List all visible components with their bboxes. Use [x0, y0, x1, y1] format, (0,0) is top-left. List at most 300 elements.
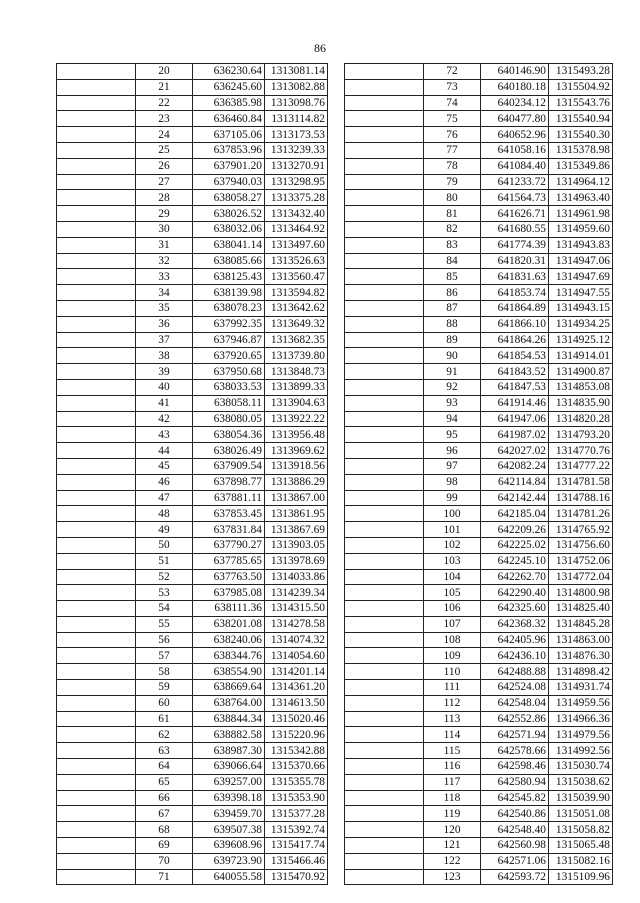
- table-row: [57, 253, 328, 269]
- x-coordinate-cell: 642225.02: [481, 537, 549, 553]
- x-coordinate-cell: 642405.96: [481, 632, 549, 648]
- blank-cell: [345, 838, 424, 854]
- y-coordinate-cell: 1315038.62: [549, 774, 613, 790]
- blank-cell: [345, 111, 424, 127]
- table-row: [345, 537, 613, 553]
- point-number-cell: 116: [424, 759, 481, 775]
- blank-cell: [57, 269, 136, 285]
- point-number-cell: 65: [136, 774, 193, 790]
- x-coordinate-cell: 642548.04: [481, 695, 549, 711]
- blank-cell: [57, 300, 136, 316]
- table-row: [345, 111, 613, 127]
- table-row: [345, 506, 613, 522]
- table-row: [345, 711, 613, 727]
- point-number-cell: 49: [136, 522, 193, 538]
- x-coordinate-cell: 641680.55: [481, 221, 549, 237]
- point-number-cell: 53: [136, 585, 193, 601]
- point-number-cell: 113: [424, 711, 481, 727]
- table-row: [57, 332, 328, 348]
- blank-cell: [345, 743, 424, 759]
- table-row: [345, 427, 613, 443]
- x-coordinate-cell: 641854.53: [481, 348, 549, 364]
- y-coordinate-cell: 1313173.53: [265, 127, 328, 143]
- blank-cell: [345, 537, 424, 553]
- point-number-cell: 100: [424, 506, 481, 522]
- blank-cell: [345, 680, 424, 696]
- blank-cell: [57, 316, 136, 332]
- x-coordinate-cell: 637909.54: [193, 458, 265, 474]
- table-row: [345, 348, 613, 364]
- blank-cell: [345, 190, 424, 206]
- blank-cell: [345, 790, 424, 806]
- x-coordinate-cell: 638032.06: [193, 221, 265, 237]
- x-coordinate-cell: 637920.65: [193, 348, 265, 364]
- x-coordinate-cell: 640234.12: [481, 95, 549, 111]
- blank-cell: [57, 458, 136, 474]
- table-row: [57, 522, 328, 538]
- point-number-cell: 94: [424, 411, 481, 427]
- table-row: [57, 759, 328, 775]
- table-row: [57, 64, 328, 80]
- blank-cell: [57, 853, 136, 869]
- y-coordinate-cell: 1314315.50: [265, 601, 328, 617]
- point-number-cell: 30: [136, 221, 193, 237]
- point-number-cell: 33: [136, 269, 193, 285]
- x-coordinate-cell: 642580.94: [481, 774, 549, 790]
- table-row: [57, 458, 328, 474]
- point-number-cell: 80: [424, 190, 481, 206]
- point-number-cell: 87: [424, 300, 481, 316]
- y-coordinate-cell: 1314931.74: [549, 680, 613, 696]
- x-coordinate-cell: 637785.65: [193, 553, 265, 569]
- point-number-cell: 74: [424, 95, 481, 111]
- y-coordinate-cell: 1314943.15: [549, 300, 613, 316]
- point-number-cell: 70: [136, 853, 193, 869]
- table-row: [345, 790, 613, 806]
- y-coordinate-cell: 1313239.33: [265, 142, 328, 158]
- table-row: [345, 364, 613, 380]
- y-coordinate-cell: 1313594.82: [265, 285, 328, 301]
- table-row: [57, 806, 328, 822]
- x-coordinate-cell: 641820.31: [481, 253, 549, 269]
- blank-cell: [57, 490, 136, 506]
- blank-cell: [57, 158, 136, 174]
- y-coordinate-cell: 1314934.25: [549, 316, 613, 332]
- point-number-cell: 112: [424, 695, 481, 711]
- blank-cell: [345, 348, 424, 364]
- table-row: [57, 411, 328, 427]
- x-coordinate-cell: 642142.44: [481, 490, 549, 506]
- y-coordinate-cell: 1313918.56: [265, 458, 328, 474]
- blank-cell: [345, 174, 424, 190]
- point-number-cell: 58: [136, 664, 193, 680]
- blank-cell: [345, 458, 424, 474]
- point-number-cell: 63: [136, 743, 193, 759]
- y-coordinate-cell: 1315058.82: [549, 822, 613, 838]
- x-coordinate-cell: 641866.10: [481, 316, 549, 332]
- y-coordinate-cell: 1314825.40: [549, 601, 613, 617]
- table-row: [345, 569, 613, 585]
- point-number-cell: 26: [136, 158, 193, 174]
- point-number-cell: 48: [136, 506, 193, 522]
- point-number-cell: 88: [424, 316, 481, 332]
- point-number-cell: 85: [424, 269, 481, 285]
- blank-cell: [345, 632, 424, 648]
- y-coordinate-cell: 1314781.58: [549, 474, 613, 490]
- y-coordinate-cell: 1314788.16: [549, 490, 613, 506]
- table-row: [345, 585, 613, 601]
- x-coordinate-cell: 638987.30: [193, 743, 265, 759]
- y-coordinate-cell: 1315039.90: [549, 790, 613, 806]
- x-coordinate-cell: 642560.98: [481, 838, 549, 854]
- x-coordinate-cell: 639723.90: [193, 853, 265, 869]
- blank-cell: [345, 822, 424, 838]
- x-coordinate-cell: 637853.45: [193, 506, 265, 522]
- y-coordinate-cell: 1315353.90: [265, 790, 328, 806]
- blank-cell: [57, 427, 136, 443]
- y-coordinate-cell: 1313464.92: [265, 221, 328, 237]
- y-coordinate-cell: 1315349.86: [549, 158, 613, 174]
- point-number-cell: 42: [136, 411, 193, 427]
- blank-cell: [345, 142, 424, 158]
- y-coordinate-cell: 1313978.69: [265, 553, 328, 569]
- blank-cell: [345, 221, 424, 237]
- blank-cell: [345, 395, 424, 411]
- y-coordinate-cell: 1314947.06: [549, 253, 613, 269]
- x-coordinate-cell: 640180.18: [481, 79, 549, 95]
- point-number-cell: 76: [424, 127, 481, 143]
- x-coordinate-cell: 637831.84: [193, 522, 265, 538]
- y-coordinate-cell: 1315030.74: [549, 759, 613, 775]
- x-coordinate-cell: 637950.68: [193, 364, 265, 380]
- table-row: [345, 332, 613, 348]
- table-row: [345, 474, 613, 490]
- x-coordinate-cell: 641864.89: [481, 300, 549, 316]
- point-number-cell: 92: [424, 379, 481, 395]
- blank-cell: [345, 300, 424, 316]
- point-number-cell: 77: [424, 142, 481, 158]
- point-number-cell: 62: [136, 727, 193, 743]
- y-coordinate-cell: 1314876.30: [549, 648, 613, 664]
- x-coordinate-cell: 640477.80: [481, 111, 549, 127]
- blank-cell: [345, 553, 424, 569]
- point-number-cell: 102: [424, 537, 481, 553]
- blank-cell: [345, 569, 424, 585]
- table-row: [57, 300, 328, 316]
- x-coordinate-cell: 638844.34: [193, 711, 265, 727]
- blank-cell: [345, 237, 424, 253]
- y-coordinate-cell: 1314278.58: [265, 616, 328, 632]
- x-coordinate-cell: 637853.96: [193, 142, 265, 158]
- y-coordinate-cell: 1313298.95: [265, 174, 328, 190]
- point-number-cell: 90: [424, 348, 481, 364]
- table-row: [345, 190, 613, 206]
- table-row: [345, 127, 613, 143]
- x-coordinate-cell: 641774.39: [481, 237, 549, 253]
- table-row: [57, 506, 328, 522]
- y-coordinate-cell: 1313956.48: [265, 427, 328, 443]
- point-number-cell: 38: [136, 348, 193, 364]
- point-number-cell: 96: [424, 443, 481, 459]
- table-row: [57, 285, 328, 301]
- x-coordinate-cell: 636460.84: [193, 111, 265, 127]
- y-coordinate-cell: 1313867.00: [265, 490, 328, 506]
- point-number-cell: 52: [136, 569, 193, 585]
- table-row: [57, 190, 328, 206]
- table-row: [57, 364, 328, 380]
- x-coordinate-cell: 638054.36: [193, 427, 265, 443]
- x-coordinate-cell: 638080.05: [193, 411, 265, 427]
- table-row: [57, 395, 328, 411]
- point-number-cell: 84: [424, 253, 481, 269]
- y-coordinate-cell: 1314959.60: [549, 221, 613, 237]
- x-coordinate-cell: 642436.10: [481, 648, 549, 664]
- point-number-cell: 115: [424, 743, 481, 759]
- table-row: [57, 822, 328, 838]
- x-coordinate-cell: 641058.16: [481, 142, 549, 158]
- point-number-cell: 34: [136, 285, 193, 301]
- point-number-cell: 57: [136, 648, 193, 664]
- point-number-cell: 60: [136, 695, 193, 711]
- x-coordinate-cell: 638085.66: [193, 253, 265, 269]
- table-row: [345, 759, 613, 775]
- blank-cell: [345, 332, 424, 348]
- table-row: [345, 174, 613, 190]
- y-coordinate-cell: 1314966.36: [549, 711, 613, 727]
- x-coordinate-cell: 637901.20: [193, 158, 265, 174]
- blank-cell: [57, 727, 136, 743]
- y-coordinate-cell: 1313098.76: [265, 95, 328, 111]
- blank-cell: [345, 253, 424, 269]
- y-coordinate-cell: 1315370.66: [265, 759, 328, 775]
- blank-cell: [57, 822, 136, 838]
- blank-cell: [57, 632, 136, 648]
- point-number-cell: 97: [424, 458, 481, 474]
- table-row: [345, 142, 613, 158]
- blank-cell: [345, 158, 424, 174]
- point-number-cell: 75: [424, 111, 481, 127]
- point-number-cell: 108: [424, 632, 481, 648]
- x-coordinate-cell: 642593.72: [481, 869, 549, 885]
- page-number: 86: [314, 41, 326, 55]
- y-coordinate-cell: 1313270.91: [265, 158, 328, 174]
- blank-cell: [57, 190, 136, 206]
- blank-cell: [345, 616, 424, 632]
- x-coordinate-cell: 642545.82: [481, 790, 549, 806]
- y-coordinate-cell: 1313114.82: [265, 111, 328, 127]
- blank-cell: [57, 506, 136, 522]
- table-row: [57, 632, 328, 648]
- x-coordinate-cell: 641864.26: [481, 332, 549, 348]
- blank-cell: [57, 79, 136, 95]
- table-row: [345, 237, 613, 253]
- point-number-cell: 89: [424, 332, 481, 348]
- x-coordinate-cell: 642082.24: [481, 458, 549, 474]
- x-coordinate-cell: 637946.87: [193, 332, 265, 348]
- point-number-cell: 120: [424, 822, 481, 838]
- table-row: [57, 664, 328, 680]
- x-coordinate-cell: 640146.90: [481, 64, 549, 80]
- y-coordinate-cell: 1314961.98: [549, 206, 613, 222]
- blank-cell: [57, 616, 136, 632]
- point-number-cell: 98: [424, 474, 481, 490]
- blank-cell: [57, 537, 136, 553]
- y-coordinate-cell: 1315392.74: [265, 822, 328, 838]
- x-coordinate-cell: 641947.06: [481, 411, 549, 427]
- point-number-cell: 69: [136, 838, 193, 854]
- table-row: [57, 853, 328, 869]
- table-row: [345, 853, 613, 869]
- y-coordinate-cell: 1313899.33: [265, 379, 328, 395]
- coordinates-table-left: [56, 63, 328, 885]
- point-number-cell: 105: [424, 585, 481, 601]
- point-number-cell: 121: [424, 838, 481, 854]
- point-number-cell: 86: [424, 285, 481, 301]
- table-row: [345, 64, 613, 80]
- table-row: [345, 743, 613, 759]
- blank-cell: [345, 664, 424, 680]
- blank-cell: [57, 553, 136, 569]
- blank-cell: [57, 806, 136, 822]
- x-coordinate-cell: 641914.46: [481, 395, 549, 411]
- y-coordinate-cell: 1314752.06: [549, 553, 613, 569]
- x-coordinate-cell: 641233.72: [481, 174, 549, 190]
- point-number-cell: 20: [136, 64, 193, 80]
- blank-cell: [57, 695, 136, 711]
- x-coordinate-cell: 638240.06: [193, 632, 265, 648]
- x-coordinate-cell: 640652.96: [481, 127, 549, 143]
- blank-cell: [57, 743, 136, 759]
- table-row: [57, 379, 328, 395]
- x-coordinate-cell: 638764.00: [193, 695, 265, 711]
- x-coordinate-cell: 641626.71: [481, 206, 549, 222]
- table-row: [57, 174, 328, 190]
- point-number-cell: 111: [424, 680, 481, 696]
- x-coordinate-cell: 642027.02: [481, 443, 549, 459]
- blank-cell: [57, 585, 136, 601]
- x-coordinate-cell: 641853.74: [481, 285, 549, 301]
- y-coordinate-cell: 1314959.56: [549, 695, 613, 711]
- x-coordinate-cell: 639066.64: [193, 759, 265, 775]
- point-number-cell: 36: [136, 316, 193, 332]
- point-number-cell: 68: [136, 822, 193, 838]
- y-coordinate-cell: 1315540.30: [549, 127, 613, 143]
- blank-cell: [345, 64, 424, 80]
- blank-cell: [57, 111, 136, 127]
- y-coordinate-cell: 1314613.50: [265, 695, 328, 711]
- table-row: [57, 142, 328, 158]
- x-coordinate-cell: 636385.98: [193, 95, 265, 111]
- blank-cell: [345, 95, 424, 111]
- x-coordinate-cell: 637763.50: [193, 569, 265, 585]
- table-row: [57, 79, 328, 95]
- x-coordinate-cell: 641831.63: [481, 269, 549, 285]
- y-coordinate-cell: 1314979.56: [549, 727, 613, 743]
- y-coordinate-cell: 1313642.62: [265, 300, 328, 316]
- point-number-cell: 82: [424, 221, 481, 237]
- table-row: [345, 664, 613, 680]
- table-row: [57, 711, 328, 727]
- y-coordinate-cell: 1314239.34: [265, 585, 328, 601]
- y-coordinate-cell: 1314074.32: [265, 632, 328, 648]
- y-coordinate-cell: 1313867.69: [265, 522, 328, 538]
- blank-cell: [57, 443, 136, 459]
- table-row: [57, 111, 328, 127]
- table-row: [345, 79, 613, 95]
- x-coordinate-cell: 636245.60: [193, 79, 265, 95]
- y-coordinate-cell: 1313497.60: [265, 237, 328, 253]
- point-number-cell: 24: [136, 127, 193, 143]
- x-coordinate-cell: 638111.36: [193, 601, 265, 617]
- y-coordinate-cell: 1313432.40: [265, 206, 328, 222]
- y-coordinate-cell: 1315109.96: [549, 869, 613, 885]
- y-coordinate-cell: 1314863.00: [549, 632, 613, 648]
- table-row: [57, 95, 328, 111]
- y-coordinate-cell: 1313682.35: [265, 332, 328, 348]
- x-coordinate-cell: 639459.70: [193, 806, 265, 822]
- y-coordinate-cell: 1313848.73: [265, 364, 328, 380]
- table-row: [57, 727, 328, 743]
- blank-cell: [57, 348, 136, 364]
- y-coordinate-cell: 1314963.40: [549, 190, 613, 206]
- point-number-cell: 46: [136, 474, 193, 490]
- blank-cell: [345, 379, 424, 395]
- x-coordinate-cell: 642540.86: [481, 806, 549, 822]
- x-coordinate-cell: 638033.53: [193, 379, 265, 395]
- coordinates-table-right: [344, 63, 613, 885]
- table-row: [57, 695, 328, 711]
- x-coordinate-cell: 642524.08: [481, 680, 549, 696]
- point-number-cell: 45: [136, 458, 193, 474]
- x-coordinate-cell: 642548.40: [481, 822, 549, 838]
- blank-cell: [57, 95, 136, 111]
- x-coordinate-cell: 642488.88: [481, 664, 549, 680]
- point-number-cell: 61: [136, 711, 193, 727]
- y-coordinate-cell: 1315540.94: [549, 111, 613, 127]
- table-row: [57, 316, 328, 332]
- blank-cell: [57, 711, 136, 727]
- x-coordinate-cell: 638041.14: [193, 237, 265, 253]
- point-number-cell: 25: [136, 142, 193, 158]
- blank-cell: [345, 711, 424, 727]
- blank-cell: [345, 695, 424, 711]
- x-coordinate-cell: 638139.98: [193, 285, 265, 301]
- point-number-cell: 23: [136, 111, 193, 127]
- x-coordinate-cell: 638554.90: [193, 664, 265, 680]
- blank-cell: [345, 285, 424, 301]
- x-coordinate-cell: 642114.84: [481, 474, 549, 490]
- point-number-cell: 81: [424, 206, 481, 222]
- x-coordinate-cell: 641843.52: [481, 364, 549, 380]
- table-row: [57, 648, 328, 664]
- blank-cell: [345, 427, 424, 443]
- table-row: [345, 221, 613, 237]
- table-row: [57, 443, 328, 459]
- point-number-cell: 59: [136, 680, 193, 696]
- point-number-cell: 72: [424, 64, 481, 80]
- table-row: [345, 300, 613, 316]
- table-row: [345, 838, 613, 854]
- point-number-cell: 110: [424, 664, 481, 680]
- point-number-cell: 32: [136, 253, 193, 269]
- y-coordinate-cell: 1315065.48: [549, 838, 613, 854]
- y-coordinate-cell: 1314992.56: [549, 743, 613, 759]
- y-coordinate-cell: 1315470.92: [265, 869, 328, 885]
- y-coordinate-cell: 1313081.14: [265, 64, 328, 80]
- table-row: [345, 411, 613, 427]
- blank-cell: [57, 774, 136, 790]
- x-coordinate-cell: 642571.06: [481, 853, 549, 869]
